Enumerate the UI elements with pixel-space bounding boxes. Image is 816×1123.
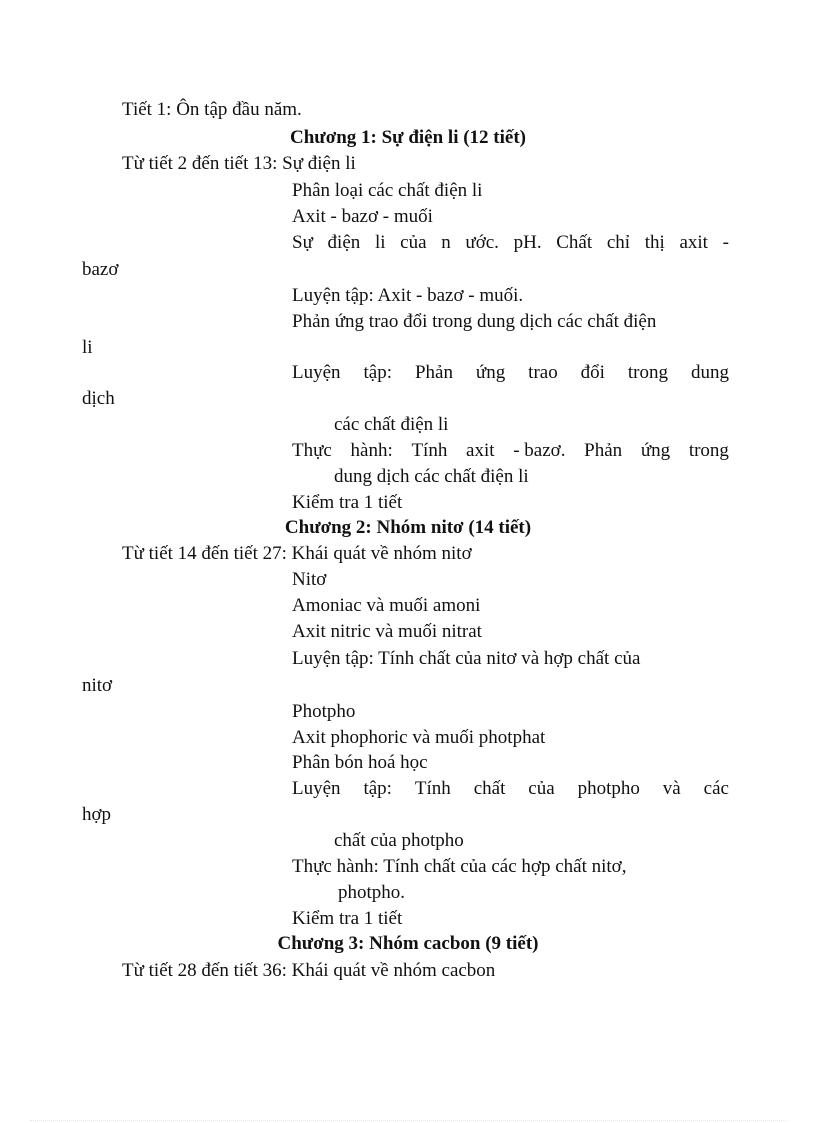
topic-fertilizer: Phân bón hoá học [292, 752, 428, 773]
chapter-2-heading: Chương 2: Nhóm nitơ (14 tiết) [284, 517, 532, 538]
word: thị [644, 232, 665, 253]
topic-practice-acid-base: Luyện tập: Axit - bazơ - muối. [292, 285, 524, 306]
topic-lab-acid-base [292, 440, 729, 462]
word: điện [327, 232, 361, 253]
word: n [441, 232, 451, 253]
wrap-continuation: hợp [82, 804, 112, 825]
wrap-continuation: bazơ [82, 259, 119, 280]
wrap-continuation: các chất điện li [334, 414, 449, 435]
topic-water-ionization [292, 232, 729, 254]
topic-lab-nitrogen: Thực hành: Tính chất của các hợp chất nitơ, [292, 856, 627, 877]
lesson-1-review: Tiết 1: Ôn tập đầu năm. [122, 99, 302, 120]
word: - bazơ. [513, 440, 566, 461]
topic-nitrogen: Nitơ [292, 569, 327, 590]
word: ứng [475, 362, 506, 383]
word: Phản [414, 362, 453, 383]
word: tập: [363, 778, 392, 799]
word: của [528, 778, 555, 799]
topic-exchange-reaction: Phản ứng trao đổi trong dung dịch các chất điện [292, 311, 657, 332]
topic-nitric-acid: Axit nitric và muối nitrat [292, 621, 482, 642]
word: axit [466, 440, 495, 461]
word: Tính [414, 778, 451, 799]
wrap-continuation: photpho. [338, 882, 406, 903]
word: các [703, 778, 729, 799]
topic-practice-phosphorus [292, 778, 729, 800]
word: - [722, 232, 729, 253]
word: trong [627, 362, 669, 383]
chapter-2-range: Từ tiết 14 đến tiết 27: Khái quát về nhóm nitơ [122, 543, 472, 564]
word: trong [688, 440, 729, 461]
chapter-3-range: Từ tiết 28 đến tiết 36: Khái quát về nhóm cacbon [122, 960, 496, 981]
chapter-1-heading: Chương 1: Sự điện li (12 tiết) [290, 127, 526, 148]
wrap-continuation: dịch [82, 388, 115, 409]
word: Luyện [292, 362, 341, 383]
word: Tính [411, 440, 448, 461]
word: pH. [513, 232, 542, 253]
chapter-1-range: Từ tiết 2 đến tiết 13: Sự điện li [122, 153, 356, 174]
word: trao [528, 362, 558, 383]
word: dung [690, 362, 729, 383]
word: Thực [292, 440, 332, 461]
word: Sự [292, 232, 313, 253]
topic-phosphorus: Photpho [292, 701, 356, 722]
word: li [374, 232, 386, 253]
topic-practice-exchange [292, 362, 729, 384]
word: Chất [556, 232, 593, 253]
word: Luyện [292, 778, 341, 799]
word: ứng [640, 440, 671, 461]
word: hành: [350, 440, 393, 461]
word: của [400, 232, 427, 253]
topic-practice-nitrogen: Luyện tập: Tính chất của nitơ và hợp chất của [292, 648, 641, 669]
word: đổi [580, 362, 605, 383]
topic-classification: Phân loại các chất điện li [292, 180, 483, 201]
chapter-3-heading: Chương 3: Nhóm cacbon (9 tiết) [277, 933, 539, 954]
topic-test: Kiểm tra 1 tiết [292, 492, 403, 513]
word: tập: [363, 362, 392, 383]
page-bottom-border [30, 1120, 786, 1121]
word: photpho [577, 778, 640, 799]
word: và [662, 778, 681, 799]
wrap-continuation: chất của photpho [334, 830, 464, 851]
topic-test: Kiểm tra 1 tiết [292, 908, 403, 929]
wrap-continuation: dung dịch các chất điện li [334, 466, 529, 487]
word: Phản [584, 440, 623, 461]
topic-acid-base-salt: Axit - bazơ - muối [292, 206, 433, 227]
word: axit [679, 232, 708, 253]
wrap-continuation: li [82, 337, 93, 358]
word: ước. [465, 232, 499, 253]
topic-phosphoric-acid: Axit phophoric và muối photphat [292, 727, 546, 748]
wrap-continuation: nitơ [82, 675, 113, 696]
word: chỉ [606, 232, 631, 253]
topic-ammonia: Amoniac và muối amoni [292, 595, 481, 616]
word: chất [473, 778, 506, 799]
